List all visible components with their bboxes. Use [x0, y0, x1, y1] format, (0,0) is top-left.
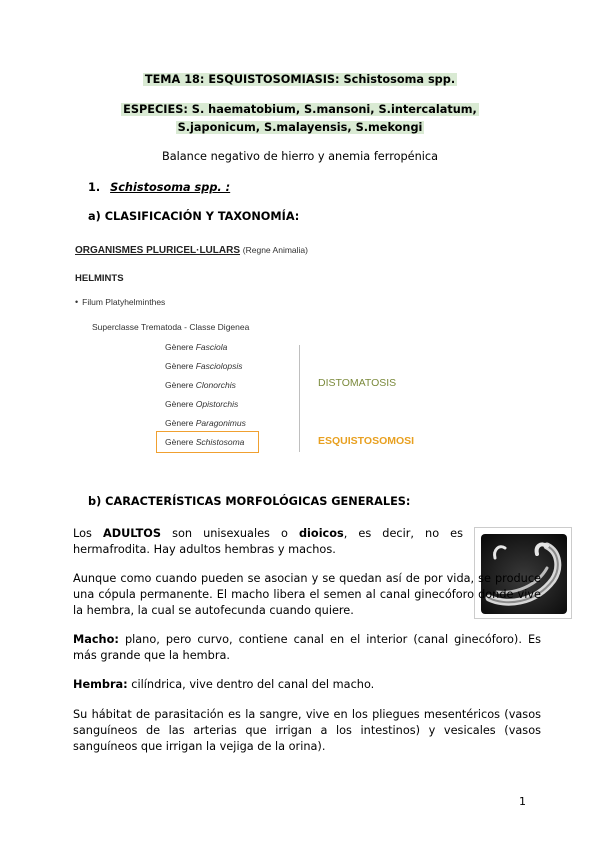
section-1-label: Schistosoma spp. :	[110, 181, 231, 194]
genus-item-schistosoma: Gènere Schistosoma	[165, 437, 245, 447]
genus-item: Gènere Clonorchis	[165, 380, 236, 390]
species-line-1-wrap	[0, 103, 600, 116]
subtitle: Balance negativo de hierro y anemia ferropénica	[161, 150, 439, 163]
taxonomy-filum	[75, 297, 165, 307]
species-line-1: ESPECIES: S. haematobium, S.mansoni, S.intercalatum,	[123, 103, 477, 116]
genus-item: Gènere Opistorchis	[165, 399, 239, 409]
term-macho: Macho:	[73, 633, 119, 646]
kingdom-note: (Regne Animalia)	[242, 245, 308, 255]
term-dioicos: dioicos	[298, 527, 344, 540]
paragraph-hembra: Hembra: cilíndrica, vive dentro del canal del macho.	[73, 678, 375, 691]
filum-label: Filum Platyhelminthes	[82, 297, 166, 307]
section-1-number: 1.	[88, 181, 101, 194]
taxonomy-superclass: Superclasse Trematoda - Classe Digenea	[92, 322, 250, 332]
term-hembra: Hembra:	[73, 678, 128, 691]
paragraph-adultos: Los ADULTOS son unisexuales o dioicos, es decir, no es hermafrodita. Hay adultos hembras y machos.	[73, 527, 464, 556]
paragraph-habitat: Su hábitat de parasitación es la sangre, vive en los pliegues mesentéricos (vasos sanguíneos de las arterias que irrigan a los intestinos) y vesicales (vasos sanguíneos que irrigan la vejiga de la orina).	[73, 708, 541, 753]
page-number: 1	[519, 795, 526, 808]
taxonomy-helmints: HELMINTS	[75, 273, 124, 284]
bullet-icon: •	[75, 297, 79, 307]
group-distomatosis: DISTOMATOSIS	[318, 377, 397, 389]
title-block	[0, 73, 600, 86]
genus-item: Gènere Fasciolopsis	[165, 361, 243, 371]
genus-item: Gènere Fasciola	[165, 342, 228, 352]
term-adultos: ADULTOS	[102, 527, 162, 540]
group-esquistosomosi: ESQUISTOSOMOSI	[318, 435, 415, 447]
group-divider	[299, 345, 300, 452]
genus-item: Gènere Paragonimus	[165, 418, 246, 428]
species-line-2: S.japonicum, S.malayensis, S.mekongi	[177, 121, 423, 134]
species-line-2-wrap	[0, 121, 600, 134]
section-1-heading	[88, 181, 230, 194]
paragraph-macho: Macho: plano, pero curvo, contiene canal en el interior (canal ginecóforo). Es más grande que la hembra.	[73, 633, 541, 662]
taxonomy-kingdom	[75, 245, 308, 256]
page-title: TEMA 18: ESQUISTOSOMIASIS: Schistosoma spp.	[144, 73, 456, 86]
kingdom-main: ORGANISMES PLURICEL·LULARS	[75, 245, 240, 256]
paragraph-copula: Aunque como cuando pueden se asocian y se quedan así de por vida, se produce una cópula permanente. El macho libera el semen al canal ginecóforo donde vive la hembra, la cual se autofecunda cuando quiere.	[73, 572, 541, 617]
section-b-heading: b) CARACTERÍSTICAS MORFOLÓGICAS GENERALES:	[88, 495, 411, 508]
section-a-heading: a) CLASIFICACIÓN Y TAXONOMÍA:	[88, 210, 300, 223]
